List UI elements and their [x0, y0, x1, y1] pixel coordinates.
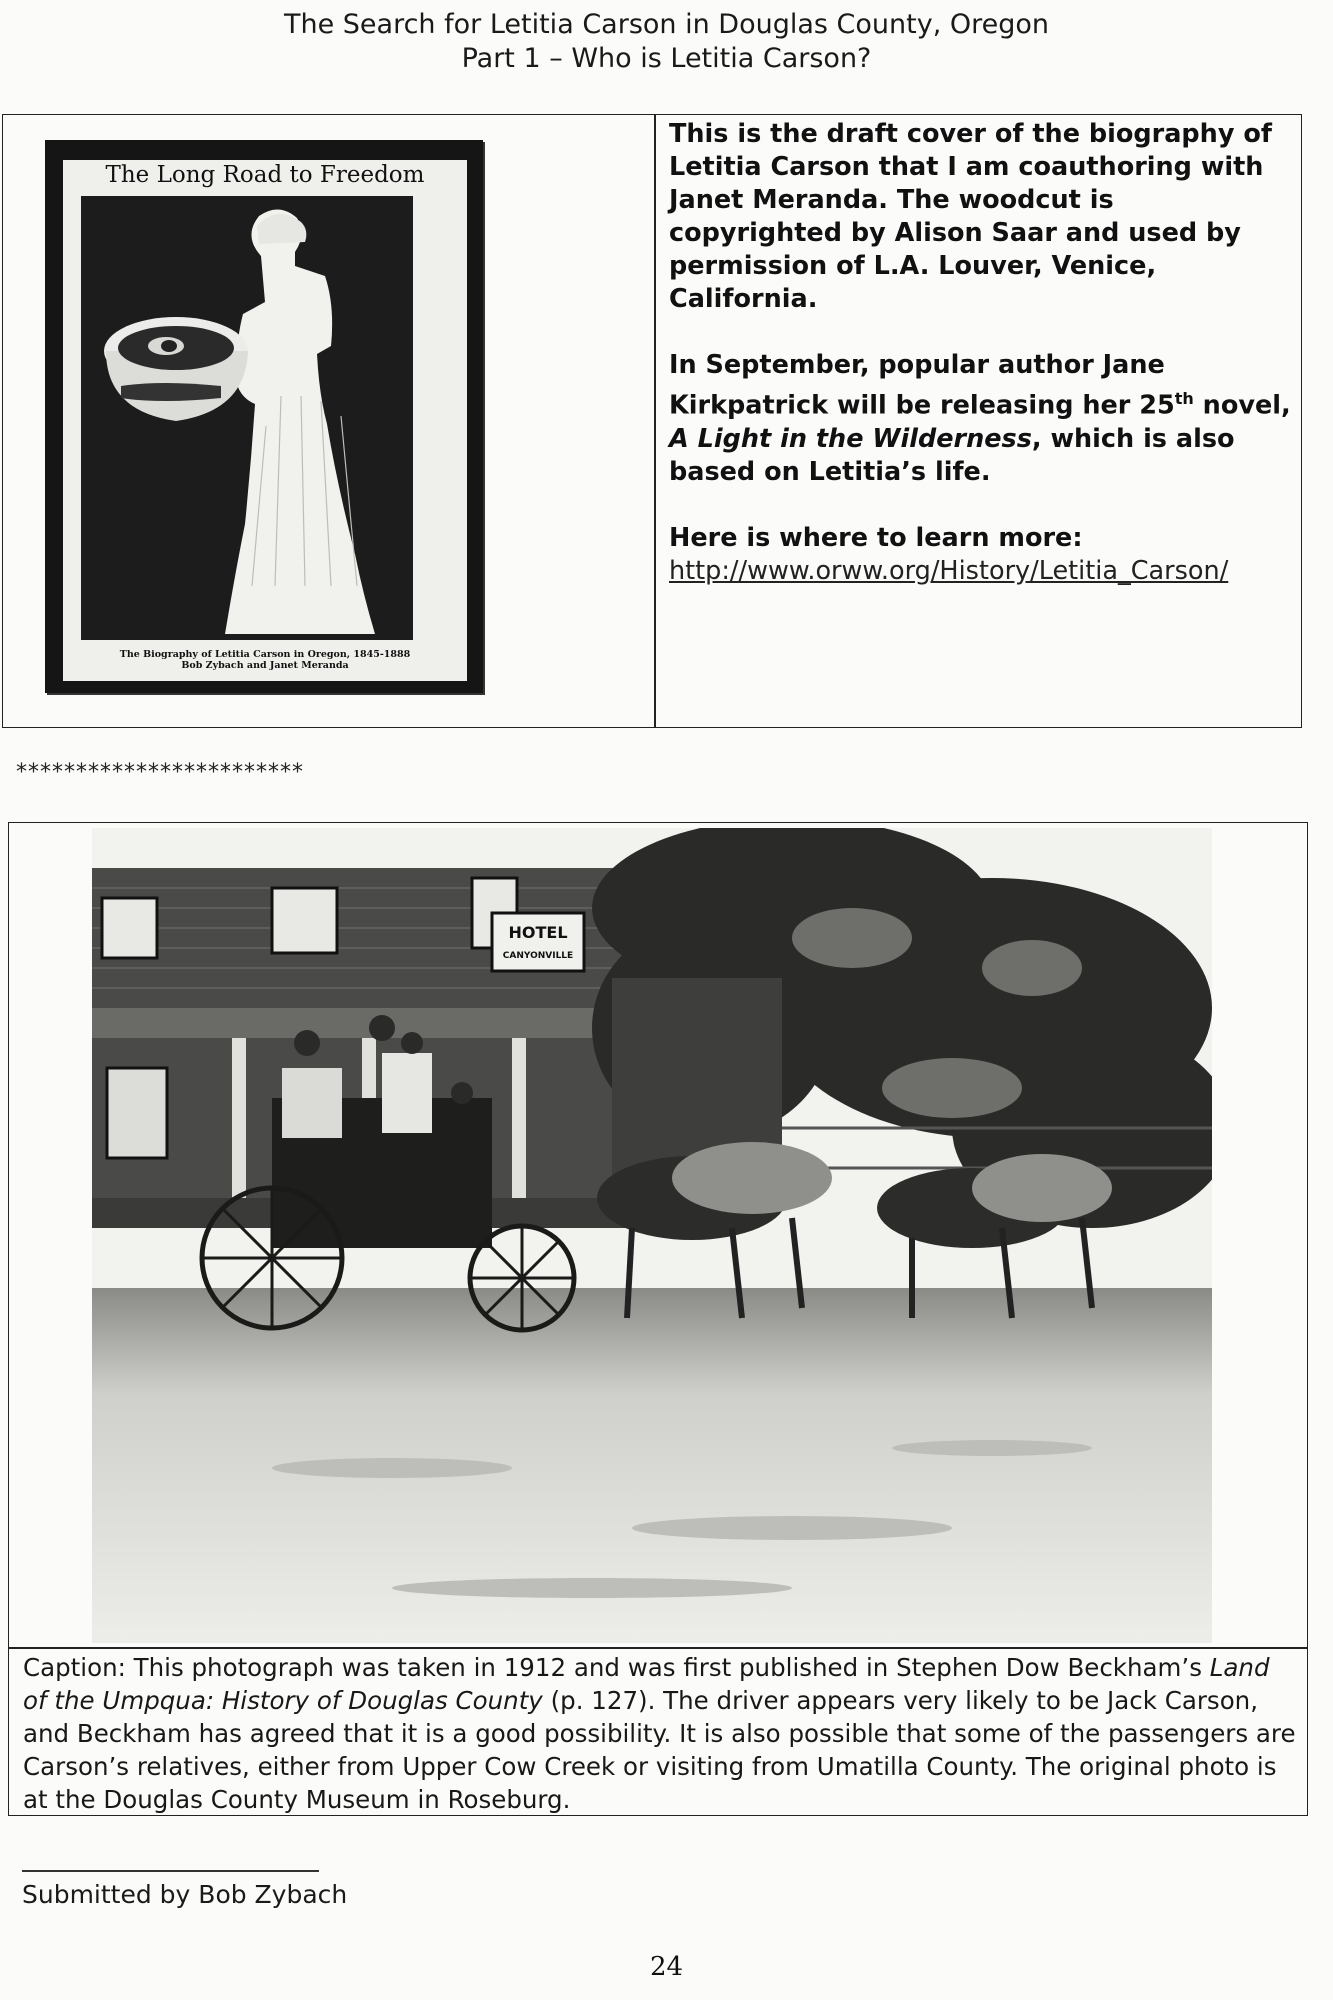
book-cover-subtitle: [63, 649, 467, 671]
intro-text: [669, 118, 1294, 588]
table-divider: [654, 115, 656, 727]
section-separator: ************************: [16, 760, 304, 785]
novel-title: A Light in the Wilderness: [669, 423, 1032, 454]
book-cover-inner: [63, 160, 467, 681]
para2-superscript: th: [1174, 389, 1194, 408]
orww-link[interactable]: http://www.orww.org/History/Letitia_Carson/: [669, 555, 1229, 586]
para2-text-a: In September, popular author Jane Kirkpatrick will be releasing her 25: [669, 350, 1175, 421]
photo-frame: [8, 822, 1308, 1648]
page-header: [0, 8, 1333, 76]
book-cover-subtitle-line1: The Biography of Letitia Carson in Oregon, 1845-1888: [119, 649, 411, 660]
caption-text-2: (p. 127). The driver appears very likely to be Jack Carson, and Beckham has agreed that it is a good possibility. It is also possible that some of the passengers are Carson’s relatives, either from Upper Cow Creek or visiting from Umatilla County. The original photo is at the Douglas County Museum in Roseburg.: [23, 1686, 1296, 1814]
caption-book-title: Land of the Umpqua: History of Douglas County: [23, 1653, 1270, 1715]
caption-text-1: Caption: This photograph was taken in 1912 and was first published in Stephen Dow Beckham’s: [23, 1653, 1210, 1682]
submitted-by: Submitted by Bob Zybach: [22, 1880, 348, 1909]
woodcut-illustration: [81, 196, 413, 640]
learn-more-label: Here is where to learn more:: [669, 522, 1083, 553]
stagecoach-photo: [92, 828, 1212, 1643]
para2-text-c: , which is also based on Letitia’s life.: [669, 423, 1235, 487]
signature-rule: [22, 1870, 319, 1872]
para2-text-b: novel,: [1193, 390, 1291, 421]
book-cover-image: [45, 140, 483, 693]
intro-paragraph-3: [669, 522, 1294, 588]
photo-caption: [8, 1648, 1308, 1816]
page-number: 24: [649, 1952, 684, 1982]
intro-paragraph-2: [669, 349, 1294, 489]
hotel-sign-subtext: CANYONVILLE: [502, 951, 574, 961]
book-cover-authors: Bob Zybach and Janet Meranda: [181, 660, 349, 671]
hotel-sign-text: HOTEL: [508, 923, 568, 942]
intro-table: [2, 114, 1302, 728]
header-title: The Search for Letitia Carson in Douglas County, Oregon: [283, 9, 1050, 40]
intro-paragraph-1: This is the draft cover of the biography of Letitia Carson that I am coauthoring with Janet Meranda. The woodcut is copyrighted by Alison Saar and used by permission of L.A. Louver, Venice, California.: [669, 119, 1272, 314]
book-cover-title: The Long Road to Freedom: [105, 162, 425, 188]
header-subtitle: Part 1 – Who is Letitia Carson?: [461, 43, 872, 74]
